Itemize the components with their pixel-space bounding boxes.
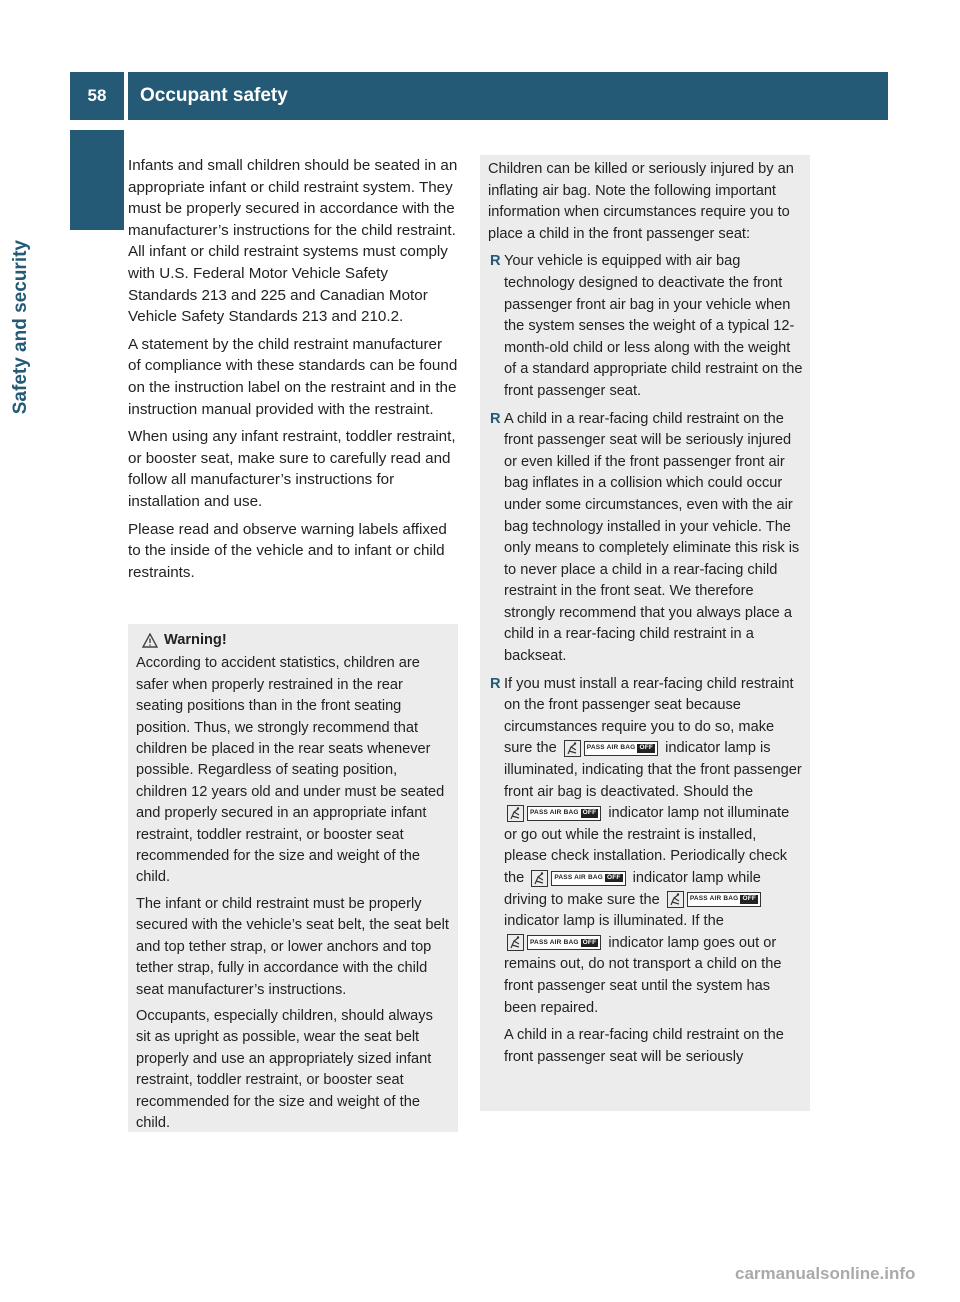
pass-air-bag-off-icon: PASS AIR BAG OFF	[527, 806, 601, 821]
list-item-text: indicator lamp not illuminate or go out while the restraint is installed, please check installation. Periodically check the	[504, 805, 790, 886]
warning-paragraph: According to accident statistics, children are safer when properly restrained in the rear seating positions than in the front seating position. Thus, we strongly recommend that children be placed in the rear seats whenever possible. Regardless of seating position, children 12 years old and under must be seated and properly secured in an appropriate infant restraint, toddler restraint, or booster seat recommended for the size and weight of the child.	[136, 655, 445, 886]
list-item-text: indicator lamp is illuminated, indicating that the front passenger front air bag is deactivated. Should the	[504, 740, 802, 800]
pass-air-bag-off-icon: PASS AIR BAG OFF	[687, 892, 761, 907]
watermark: carmanualsonline.info	[735, 1264, 916, 1283]
air-bag-info-box	[480, 155, 810, 1111]
bullet-icon: R	[490, 675, 501, 692]
intro-paragraph: Children can be killed or seriously injured by an inflating air bag. Note the following important information when circumstances require you to place a child in the front passenger seat:	[488, 161, 794, 242]
passenger-airbag-off-indicator	[507, 934, 601, 951]
list-item-text: indicator lamp goes out or remains out, do not transport a child on the front passenger seat until the system has been repaired.	[504, 934, 782, 1016]
warning-paragraph: The infant or child restraint must be properly secured with the vehicle’s seat belt, the seat belt and top tether strap, or lower anchors and top tether strap, fully in accordance with the child seat manufacturer’s instructions.	[136, 895, 449, 998]
paragraph: When using any infant restraint, toddler restraint, or booster seat, make sure to carefully read and follow all manufacturer’s instructions for installation and use.	[128, 428, 456, 510]
section-label-wrapper	[9, 240, 124, 500]
passenger-airbag-off-indicator	[667, 891, 761, 908]
list-item-text: A child in a rear-facing child restraint on the front passenger seat will be seriously injured or even killed if the front passenger front air bag inflates in a collision which could occur under some circumstances, even with the air bag technology installed in your vehicle. The only means to completely eliminate this risk is to never place a child in a rear-facing child restraint in the front seat. We therefore strongly recommend that you always place a child in a rear-facing child restraint in a backseat.	[504, 410, 800, 665]
child-seat-icon	[564, 740, 581, 757]
page-number: 58	[70, 72, 124, 120]
child-seat-icon	[667, 891, 684, 908]
child-seat-icon	[507, 805, 524, 822]
list-item-text: If you must install a rear-facing child restraint on the front passenger seat because circumstances require you to do so, make sure the	[504, 675, 794, 757]
pass-air-bag-off-icon: PASS AIR BAG OFF	[527, 935, 601, 950]
passenger-airbag-off-indicator	[507, 805, 601, 822]
section-tab	[70, 130, 124, 230]
passenger-airbag-off-indicator	[564, 740, 658, 757]
list-item-text: indicator lamp is illuminated. If the	[504, 913, 724, 930]
warning-triangle-icon	[142, 633, 158, 648]
paragraph: A statement by the child restraint manufacturer of compliance with these standards can be found on the instruction label on the restraint and in the instruction manual provided with the restraint.	[128, 335, 458, 418]
child-seat-icon	[507, 934, 524, 951]
paragraph: Please read and observe warning labels affixed to the inside of the vehicle and to infant or child restraints.	[128, 520, 447, 581]
warning-box	[128, 624, 458, 1132]
warning-title: Warning!	[164, 632, 227, 648]
list-item	[488, 251, 803, 402]
list-item	[488, 409, 803, 668]
page-title: Occupant safety	[128, 72, 888, 120]
section-label: Safety and security	[9, 240, 31, 415]
child-seat-icon	[531, 870, 548, 887]
paragraph: Infants and small children should be seated in an appropriate infant or child restraint system. They must be properly secured in accordance with the manufacturer’s instructions for the child restraint. All infant or child restraint systems must comply with U.S. Federal Motor Vehicle Safety Standards 213 and 225 and Canadian Motor Vehicle Safety Standards 213 and 210.2.	[128, 157, 458, 326]
pass-air-bag-off-icon: PASS AIR BAG OFF	[551, 871, 625, 886]
bullet-icon: R	[490, 253, 501, 270]
warning-paragraph: Occupants, especially children, should always sit as upright as possible, wear the seat belt properly and use an appropriately sized infant restraint, toddler restraint, or booster seat recommended for the size and weight of the child.	[136, 1007, 433, 1131]
passenger-airbag-off-indicator	[531, 870, 625, 887]
left-column	[128, 155, 458, 589]
warning-header	[136, 630, 450, 651]
pass-air-bag-off-icon: PASS AIR BAG OFF	[584, 741, 658, 756]
continuation-paragraph: A child in a rear-facing child restraint on the front passenger seat will be seriously	[504, 1027, 784, 1065]
list-item	[488, 674, 803, 1020]
list-item-text: indicator lamp while driving to make sure the	[504, 870, 761, 908]
list-item-text: Your vehicle is equipped with air bag technology designed to deactivate the front passenger front air bag in your vehicle when the system senses the weight of a typical 12-month-old child or less along with the weight of a standard appropriate child restraint on the front passenger seat.	[504, 253, 803, 399]
bullet-icon: R	[490, 410, 501, 427]
